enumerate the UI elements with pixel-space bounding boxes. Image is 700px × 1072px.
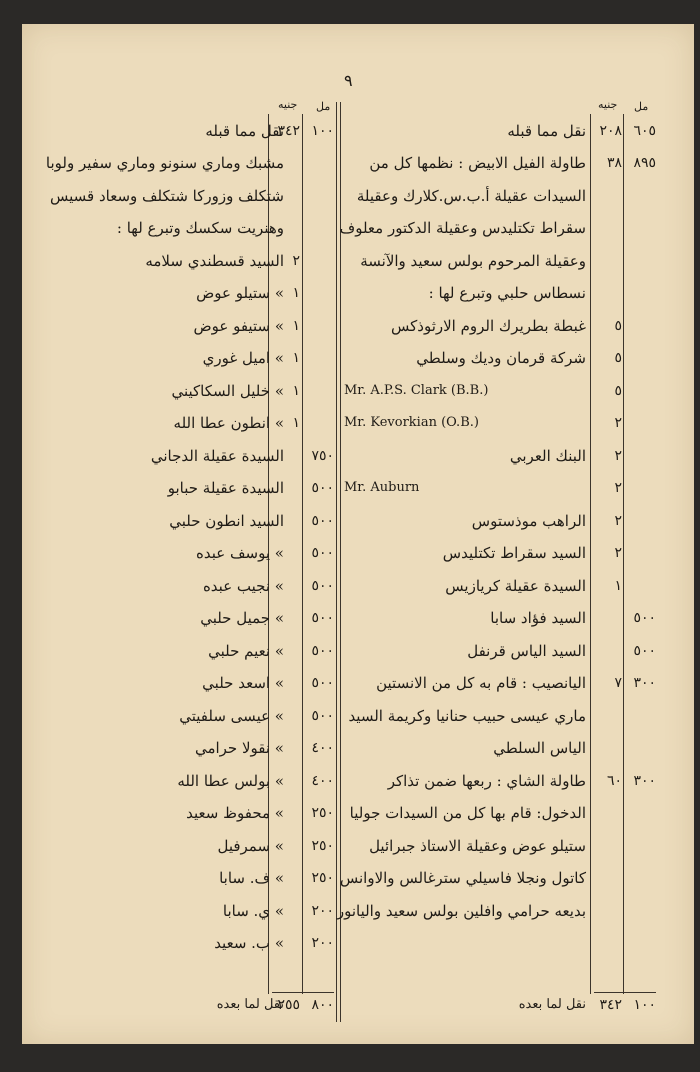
- right-line-text: السيد الياس قرنفل: [467, 641, 586, 660]
- right-line-junayh: ١: [614, 577, 622, 594]
- right-line-text: السيد فؤاد سابا: [490, 609, 586, 627]
- left-column: [22, 24, 694, 1044]
- right-line-junayh: ٢: [614, 512, 622, 529]
- right-line-junayh: ٥: [614, 317, 622, 334]
- left-line-junayh: ٢: [292, 252, 300, 269]
- left-line-text: شتكلف وزوركا شتكلف وسعاد قسيس: [49, 186, 284, 205]
- right-line-text: طاولة الشاي : ربعها ضمن تذاكر: [387, 771, 586, 790]
- left-line-text: السيدة عقيلة حبابو: [167, 479, 284, 497]
- right-line-text: ستيلو عوض وعقيلة الاستاذ جبرائيل: [369, 836, 586, 855]
- right-line-junayh: ٢: [614, 545, 622, 561]
- right-line-text: وعقيلة المرحوم بولس سعيد والآنسة: [360, 251, 586, 270]
- left-forward-label: نقل لما بعده: [216, 997, 284, 1012]
- right-line-text: كاتول ونجلا فاسيلي سترغالس والاوانس: [339, 869, 586, 887]
- right-line-text: ماري عيسى حبيب حنانيا وكريمة السيد: [348, 706, 586, 725]
- right-line-junayh: ٢: [614, 480, 622, 496]
- right-line-text: غبطة بطريرك الروم الارثوذكس: [391, 316, 586, 335]
- left-line-text: » ب. سعيد: [214, 934, 284, 952]
- left-line-text: السيد قسطندي سلامه: [145, 251, 284, 270]
- left-line-text: » ي. سابا: [222, 901, 284, 920]
- right-line-mil: ٣٠٠: [633, 675, 656, 691]
- right-line-text: شركة قرمان وديك وسلطي: [416, 349, 586, 367]
- left-line-text: » نجيب عبده: [202, 576, 284, 595]
- left-line-junayh: ١: [292, 350, 300, 366]
- left-line-text: » نقولا حرامي: [194, 739, 284, 757]
- left-line-text: » سمرفيل: [217, 836, 284, 855]
- right-line-junayh: ٣٨: [606, 155, 622, 171]
- left-line-text: السيد انطون حلبي: [169, 511, 284, 530]
- left-line-text: » اميل غوري: [202, 349, 284, 367]
- right-carried-mil: ٦٠٥: [633, 123, 656, 139]
- left-line-mil: ٥٠٠: [311, 545, 334, 561]
- left-line-mil: ٥٠٠: [311, 610, 334, 626]
- right-line-mil: ٣٠٠: [633, 772, 656, 789]
- left-line-mil: ٥٠٠: [311, 512, 334, 529]
- right-line-text: Mr. A.P.S. Clark (B.B.): [344, 382, 489, 398]
- right-forward-label: نقل لما بعده: [518, 997, 586, 1012]
- right-carried-junayh: ٢٠٨: [599, 123, 622, 139]
- left-line-text: » ستيفو عوض: [193, 316, 284, 335]
- left-line-mil: ٥٠٠: [311, 675, 334, 691]
- left-line-text: » جميل حلبي: [200, 609, 284, 627]
- right-line-mil: ٨٩٥: [633, 155, 656, 171]
- page-number: ٩: [344, 71, 353, 90]
- left-line-mil: ٥٠٠: [311, 707, 334, 724]
- left-line-text: » خليل السكاكيني: [171, 381, 284, 400]
- right-line-text: بديعه حرامي وافلين بولس سعيد واليانور: [336, 901, 586, 920]
- left-line-text: » محفوظ سعيد: [186, 804, 284, 822]
- left-carried-junayh: ٣٤٢: [277, 123, 300, 139]
- right-junayh-header: جنيه: [598, 98, 618, 111]
- right-carried-label: نقل مما قبله: [507, 122, 586, 140]
- right-line-text: الياس السلطي: [493, 739, 586, 757]
- right-line-junayh: ٢: [614, 415, 622, 431]
- left-line-mil: ٢٥٠: [311, 837, 334, 854]
- right-line-junayh: ٥: [614, 382, 622, 399]
- left-line-mil: ٤٠٠: [311, 740, 334, 756]
- right-line-text: السيد سقراط تكتليدس: [442, 544, 586, 562]
- left-forward-mil: ٨٠٠: [311, 997, 334, 1013]
- left-line-mil: ٢٠٠: [311, 935, 334, 951]
- left-line-junayh: ١: [292, 382, 300, 399]
- right-line-text: السيدات عقيلة أ.ب.س.كلارك وعقيلة: [356, 186, 586, 205]
- right-forward-mil: ١٠٠: [633, 997, 656, 1013]
- left-line-text: » بولس عطا الله: [177, 771, 284, 790]
- left-line-text: » عيسى سلفيتي: [179, 706, 284, 725]
- right-mil-header: مل: [634, 100, 649, 113]
- right-line-junayh: ٢: [614, 447, 622, 464]
- right-line-mil: ٥٠٠: [633, 642, 656, 659]
- left-line-mil: ٥٠٠: [311, 642, 334, 659]
- left-line-junayh: ١: [292, 317, 300, 334]
- right-line-text: الراهب موذستوس: [471, 511, 586, 530]
- right-line-junayh: ٦٠: [606, 772, 622, 789]
- right-line-junayh: ٥: [614, 350, 622, 366]
- right-line-text: نسطاس حلبي وتبرع لها :: [428, 284, 586, 302]
- left-line-text: مشبك وماري سنونو وماري سفير ولوبا: [45, 154, 284, 172]
- right-line-text: الدخول: قام بها كل من السيدات جوليا: [349, 804, 586, 822]
- ledger-page: [22, 24, 694, 1044]
- left-line-text: وهنريت سكسك وتبرع لها :: [116, 219, 284, 237]
- left-line-mil: ٥٠٠: [311, 577, 334, 594]
- right-line-junayh: ٧: [614, 675, 622, 691]
- right-line-text: البنك العربي: [509, 446, 586, 465]
- left-line-mil: ٢٥٠: [311, 870, 334, 886]
- left-line-mil: ٥٠٠: [311, 480, 334, 496]
- left-carried-label: نقل مما قبله: [205, 122, 284, 140]
- right-line-text: Mr. Auburn: [344, 480, 420, 495]
- right-line-text: طاولة الفيل الابيض : نظمها كل من: [369, 154, 586, 172]
- right-forward-junayh: ٣٤٢: [599, 997, 622, 1013]
- left-line-mil: ٧٥٠: [311, 447, 334, 464]
- left-line-text: السيدة عقيلة الدجاني: [150, 446, 284, 465]
- left-line-junayh: ١: [292, 285, 300, 301]
- right-line-text: السيدة عقيلة كريازيس: [445, 576, 586, 595]
- right-line-text: اليانصيب : قام به كل من الانستين: [376, 674, 586, 692]
- left-carried-mil: ١٠٠: [311, 123, 334, 139]
- left-junayh-header: جنيه: [278, 98, 298, 111]
- left-line-mil: ٢٥٠: [311, 805, 334, 821]
- left-line-mil: ٤٠٠: [311, 772, 334, 789]
- right-line-text: Mr. Kevorkian (O.B.): [344, 415, 479, 430]
- left-line-text: » ستيلو عوض: [196, 284, 284, 302]
- left-line-text: » انطون عطا الله: [173, 414, 284, 432]
- left-line-text: » يوسف عبده: [196, 544, 284, 562]
- left-line-junayh: ١: [292, 415, 300, 431]
- left-line-text: » ف. سابا: [219, 869, 284, 887]
- left-forward-junayh: ٢٥٥: [277, 997, 300, 1013]
- right-line-text: سقراط تكتليدس وعقيلة الدكتور معلوف: [339, 219, 586, 237]
- left-line-mil: ٢٠٠: [311, 902, 334, 919]
- left-mil-header: مل: [316, 100, 331, 113]
- left-line-text: » اسعد حلبي: [202, 674, 284, 692]
- left-line-text: » نعيم حلبي: [208, 641, 284, 660]
- right-line-mil: ٥٠٠: [633, 610, 656, 626]
